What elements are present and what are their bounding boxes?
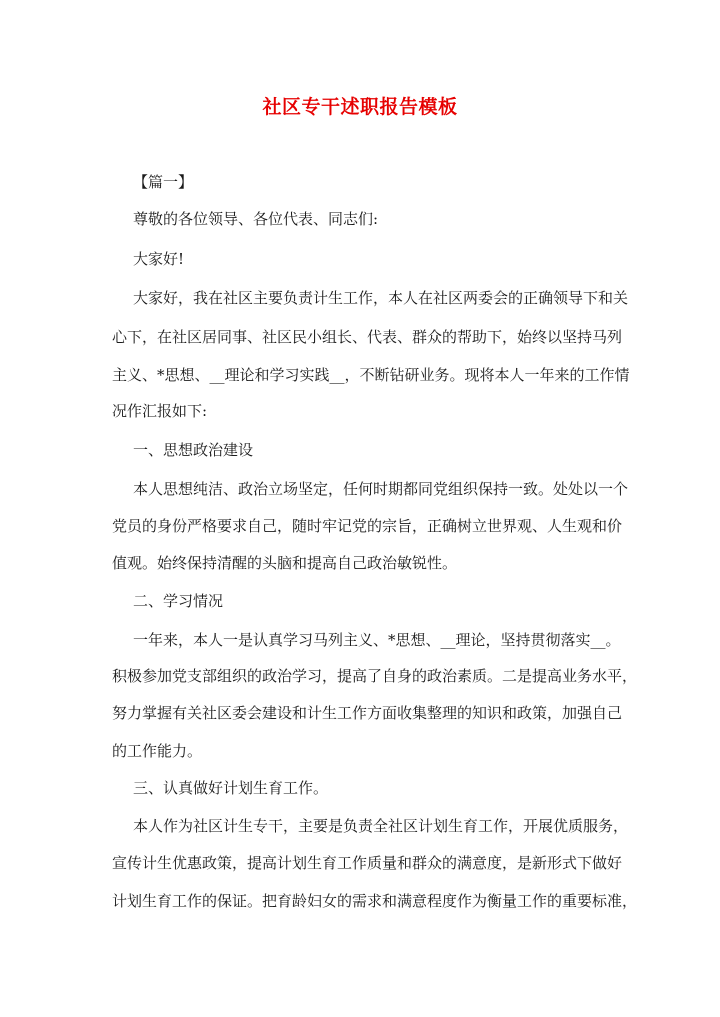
section-heading: 二、学习情况 xyxy=(133,592,224,610)
greeting: 大家好! xyxy=(133,250,185,268)
paragraph-line: 本人思想纯洁、政治立场坚定，任何时期都同党组织保持一致。处处以一个 xyxy=(133,480,629,498)
page-title: 社区专干述职报告模板 xyxy=(262,96,458,118)
paragraph-line: 计划生育工作的保证。把育龄妇女的需求和满意程度作为衡量工作的重要标准， xyxy=(112,892,638,910)
paragraph-line: 积极参加党支部组织的政治学习，提高了自身的政治素质。二是提高业务水平， xyxy=(112,667,638,685)
paragraph-line: 的工作能力。 xyxy=(112,742,203,760)
salutation: 尊敬的各位领导、各位代表、同志们: xyxy=(133,210,379,228)
section-heading: 一、思想政治建设 xyxy=(133,441,254,459)
paragraph-line: 党员的身份严格要求自己，随时牢记党的宗旨，正确树立世界观、人生观和价 xyxy=(112,517,623,535)
paragraph-line: 努力掌握有关社区委会建设和计生工作方面收集整理的知识和政策，加强自己 xyxy=(112,704,623,722)
paragraph-line: 值观。始终保持清醒的头脑和提高自己政治敏锐性。 xyxy=(112,554,458,572)
paragraph-line: 况作汇报如下: xyxy=(112,402,208,420)
paragraph-line: 大家好，我在社区主要负责计生工作，本人在社区两委会的正确领导下和关 xyxy=(133,289,629,307)
paragraph-line: 主义、*思想、__理论和学习实践__，不断钻研业务。现将本人一年来的工作情 xyxy=(112,366,630,384)
paragraph-line: 一年来，本人一是认真学习马列主义、*思想、__理论，坚持贯彻落实__。 xyxy=(133,631,621,649)
section-heading: 三、认真做好计划生育工作。 xyxy=(133,779,329,797)
paragraph-line: 心下，在社区居同事、社区民小组长、代表、群众的帮助下，始终以坚持马列 xyxy=(112,328,623,346)
section-label: 【篇一】 xyxy=(133,173,194,191)
paragraph-line: 宣传计生优惠政策，提高计划生育工作质量和群众的满意度，是新形式下做好 xyxy=(112,854,623,872)
paragraph-line: 本人作为社区计生专干，主要是负责全社区计划生育工作，开展优质服务， xyxy=(133,817,629,835)
